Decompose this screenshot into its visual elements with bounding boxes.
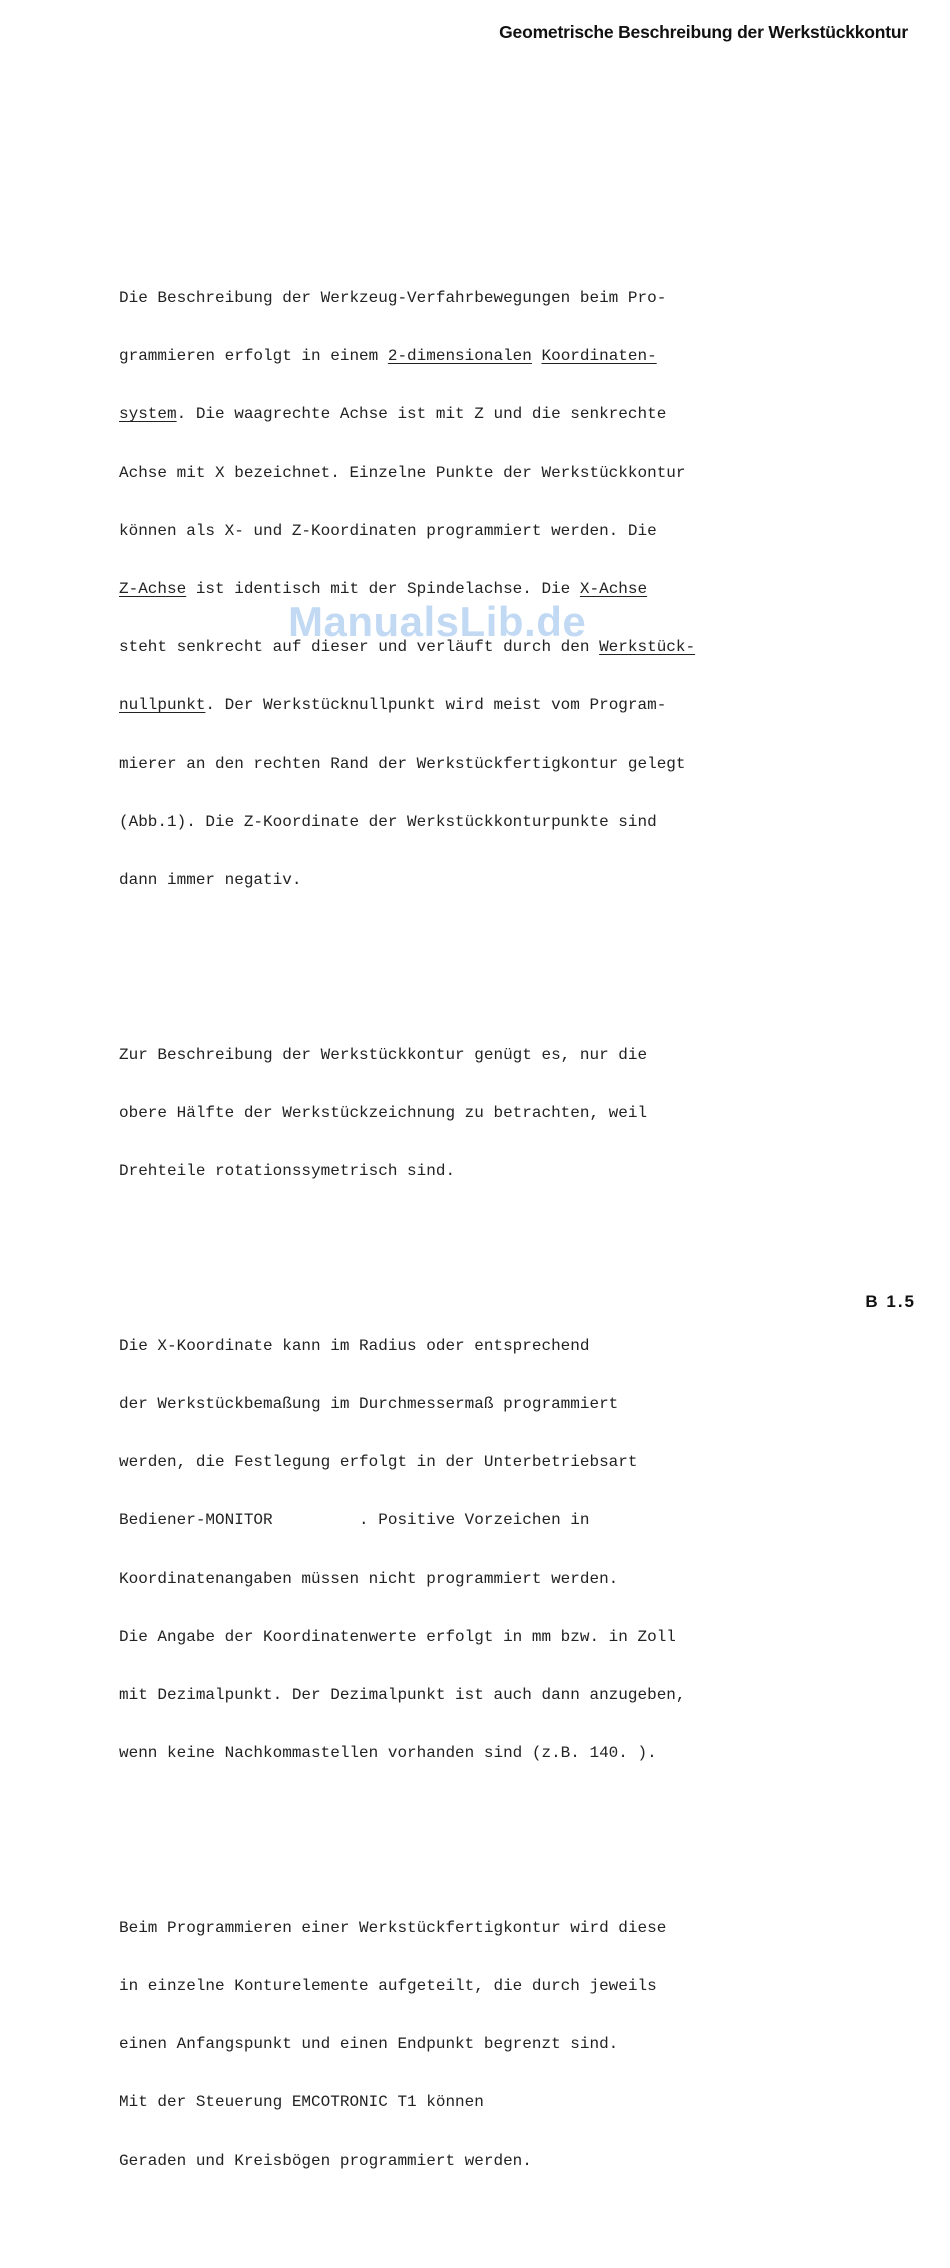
text-line: nullpunkt. Der Werkstücknullpunkt wird meist vom Program- bbox=[119, 696, 667, 715]
paragraph-upper-half bbox=[119, 1007, 839, 1220]
text-line: (Abb.1). Die Z-Koordinate der Werkstückkonturpunkte sind bbox=[119, 812, 657, 831]
text-line: obere Hälfte der Werkstückzeichnung zu betrachten, weil bbox=[119, 1103, 648, 1122]
text-line: Die X-Koordinate kann im Radius oder entsprechend bbox=[119, 1336, 590, 1355]
text-line: Bediener-MONITOR . Positive Vorzeichen in bbox=[119, 1511, 590, 1530]
text-line: wenn keine Nachkommastellen vorhanden sind (z.B. 140. ). bbox=[119, 1744, 657, 1763]
paragraph-contour-elements bbox=[119, 1880, 839, 2210]
text-line: system. Die waagrechte Achse ist mit Z und die senkrechte bbox=[119, 405, 667, 424]
underlined-term: Z-Achse bbox=[119, 580, 187, 599]
text-line: einen Anfangspunkt und einen Endpunkt begrenzt sind. bbox=[119, 2035, 619, 2054]
document-body bbox=[119, 192, 839, 2268]
paragraph-x-coordinate bbox=[119, 1298, 839, 1802]
text-line: Zur Beschreibung der Werkstückkontur genügt es, nur die bbox=[119, 1045, 648, 1064]
text-line: Drehteile rotationssymetrisch sind. bbox=[119, 1162, 456, 1181]
text-line: steht senkrecht auf dieser und verläuft durch den Werkstück- bbox=[119, 638, 696, 657]
text-line: grammieren erfolgt in einem 2-dimensionalen Koordinaten- bbox=[119, 347, 657, 366]
text-line: Z-Achse ist identisch mit der Spindelachse. Die X-Achse bbox=[119, 580, 648, 599]
underlined-term: nullpunkt bbox=[119, 696, 206, 715]
underlined-term: X-Achse bbox=[579, 580, 648, 599]
text-line: können als X- und Z-Koordinaten programmiert werden. Die bbox=[119, 521, 657, 540]
text-line: werden, die Festlegung erfolgt in der Unterbetriebsart bbox=[119, 1453, 638, 1472]
text-line: Koordinatenangaben müssen nicht programmiert werden. bbox=[119, 1569, 619, 1588]
text-line: Achse mit X bezeichnet. Einzelne Punkte der Werkstückkontur bbox=[119, 463, 686, 482]
text-line: der Werkstückbemaßung im Durchmessermaß programmiert bbox=[119, 1394, 619, 1413]
underlined-term: Koordinaten- bbox=[541, 347, 657, 366]
text-line: Geraden und Kreisbögen programmiert werden. bbox=[119, 2151, 532, 2170]
text-line: Beim Programmieren einer Werkstückfertigkontur wird diese bbox=[119, 1918, 667, 1937]
text-line: mierer an den rechten Rand der Werkstückfertigkontur gelegt bbox=[119, 754, 686, 773]
underlined-term: 2-dimensionalen bbox=[387, 347, 532, 366]
page-header-title: Geometrische Beschreibung der Werkstückkontur bbox=[499, 22, 908, 42]
page-number: B 1.5 bbox=[865, 1292, 916, 1311]
text-line: in einzelne Konturelemente aufgeteilt, die durch jeweils bbox=[119, 1976, 657, 1995]
watermark: ManualsLib.de bbox=[288, 598, 587, 645]
text-line: mit Dezimalpunkt. Der Dezimalpunkt ist auch dann anzugeben, bbox=[119, 1685, 686, 1704]
text-line: Mit der Steuerung EMCOTRONIC T1 können bbox=[119, 2093, 484, 2112]
text-line: Die Beschreibung der Werkzeug-Verfahrbewegungen beim Pro- bbox=[119, 289, 667, 308]
underlined-term: Werkstück- bbox=[599, 638, 696, 657]
text-line: dann immer negativ. bbox=[119, 871, 302, 890]
paragraph-coordinate-system bbox=[119, 250, 839, 929]
underlined-term: system bbox=[119, 405, 177, 424]
text-line: Die Angabe der Koordinatenwerte erfolgt in mm bzw. in Zoll bbox=[119, 1627, 676, 1646]
